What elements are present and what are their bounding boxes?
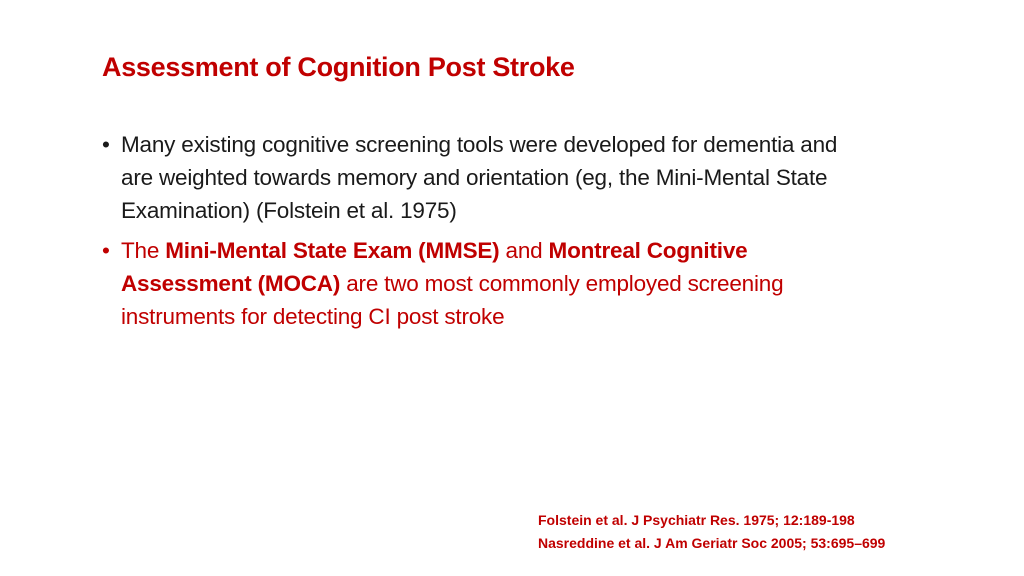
reference-folstein: Folstein et al. J Psychiatr Res. 1975; 12:189-198 — [538, 512, 855, 528]
references — [538, 509, 885, 555]
bullet-list — [102, 128, 872, 340]
bullet-dot: • — [102, 238, 110, 263]
bullet-item-mmse-moca — [102, 234, 872, 333]
bullet-text-post: are two most commonly employed screening instruments for detecting CI post stroke — [121, 271, 784, 329]
reference-nasreddine: Nasreddine et al. J Am Geriatr Soc 2005; 53:695–699 — [538, 535, 886, 551]
bullet-text: Many existing cognitive screening tools were developed for dementia and are weighted towards memory and orientation (eg, the Mini-Mental State Examination) (Folstein et al. 1975) — [121, 132, 838, 223]
bullet-text-mid: and — [499, 238, 549, 263]
bullet-dot: • — [102, 132, 110, 157]
bullet-bold-mmse: Mini-Mental State Exam (MMSE) — [165, 238, 500, 263]
bullet-item-screening-tools — [102, 128, 872, 227]
bullet-bold-moca: Montreal Cognitive Assessment (MOCA) — [121, 238, 748, 296]
bullet-text-pre: The — [121, 238, 166, 263]
slide-title: Assessment of Cognition Post Stroke — [102, 52, 575, 82]
